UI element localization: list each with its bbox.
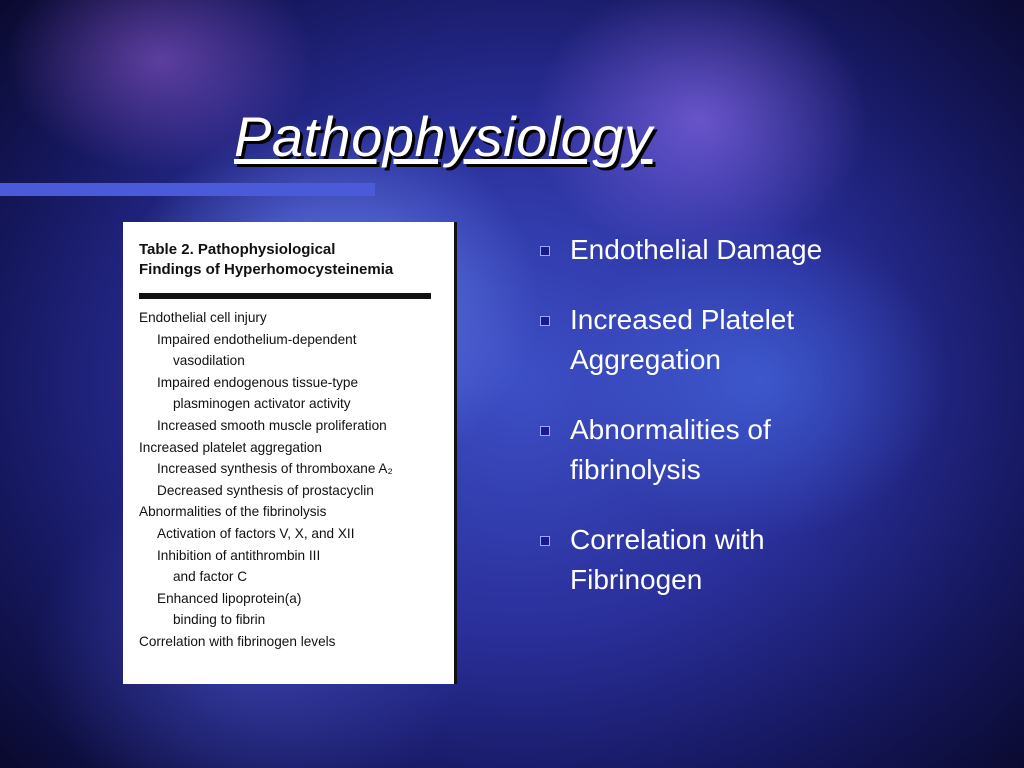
- bullet-list: [540, 230, 980, 630]
- table-rule: [139, 293, 431, 299]
- slide-title: Pathophysiology: [234, 105, 653, 168]
- bullet-text-continued: Fibrinogen: [570, 564, 703, 595]
- square-bullet-icon: [540, 536, 550, 546]
- bullet-text: Abnormalities of: [570, 414, 771, 445]
- bullet-platelet-aggregation: [540, 300, 980, 380]
- bullet-text-continued: fibrinolysis: [570, 454, 701, 485]
- table-row: Decreased synthesis of prostacyclin: [157, 482, 374, 498]
- table-row: Increased platelet aggregation: [139, 439, 322, 455]
- table-row: Inhibition of antithrombin III: [157, 547, 321, 563]
- table-caption: [139, 240, 444, 280]
- table-row: Activation of factors V, X, and XII: [157, 525, 355, 541]
- bullet-fibrinolysis: [540, 410, 980, 490]
- table-row: Correlation with fibrinogen levels: [139, 633, 336, 649]
- bullet-text: Endothelial Damage: [570, 234, 823, 265]
- bullet-text: Increased Platelet: [570, 304, 795, 335]
- table-image: [123, 222, 457, 684]
- table-row: Enhanced lipoprotein(a): [157, 590, 302, 606]
- table-row: vasodilation: [173, 353, 245, 369]
- table-row: binding to fibrin: [173, 612, 266, 628]
- bullet-text: Correlation with: [570, 524, 765, 555]
- table-row: Increased smooth muscle proliferation: [157, 417, 387, 433]
- table-row: Endothelial cell injury: [139, 310, 267, 325]
- square-bullet-icon: [540, 426, 550, 436]
- table-row: Impaired endogenous tissue-type: [157, 374, 359, 390]
- table-row: and factor C: [173, 569, 248, 585]
- table-row: Increased synthesis of thromboxane A₂: [157, 461, 393, 477]
- table-row: plasminogen activator activity: [173, 396, 351, 412]
- table-row: Abnormalities of the fibrinolysis: [139, 504, 327, 520]
- table-rows: [139, 307, 444, 653]
- bullet-endothelial-damage: [540, 230, 980, 270]
- square-bullet-icon: [540, 316, 550, 326]
- table-row: Impaired endothelium-dependent: [157, 331, 357, 347]
- table-caption-line-1: Table 2. Pathophysiological: [139, 241, 336, 258]
- table-caption-line-2: Findings of Hyperhomocysteinemia: [139, 261, 394, 278]
- bullet-fibrinogen: [540, 520, 980, 600]
- square-bullet-icon: [540, 246, 550, 256]
- bullet-text-continued: Aggregation: [570, 344, 722, 375]
- title-accent-bar: [0, 183, 375, 196]
